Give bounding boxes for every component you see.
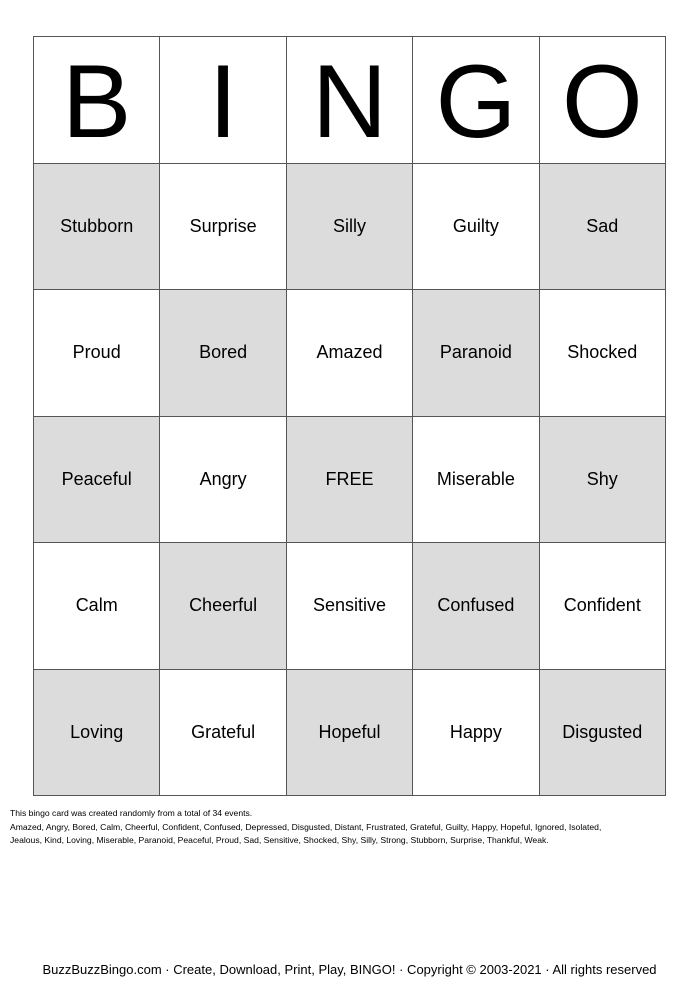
- header-letter-o: O: [540, 37, 666, 164]
- bingo-cell: Angry: [160, 417, 286, 544]
- free-space-cell: FREE: [287, 417, 413, 544]
- bingo-cell: Shy: [540, 417, 666, 544]
- bingo-cell: Proud: [34, 290, 160, 417]
- notes-event-list: Amazed, Angry, Bored, Calm, Cheerful, Confident, Confused, Depressed, Disgusted, Distant, Frustrated, Grateful, Guilty, Happy, Hopeful, Ignored, Isolated,: [10, 821, 602, 832]
- notes-event-list-continued: Jealous, Kind, Loving, Miserable, Paranoid, Peaceful, Proud, Sad, Sensitive, Shocked, Shy, Silly, Strong, Stubborn, Surprise, Thankful, Weak.: [10, 835, 549, 845]
- header-letter-i: I: [160, 37, 286, 164]
- bingo-cell: Silly: [287, 164, 413, 291]
- header-letter-b: B: [34, 37, 160, 164]
- bingo-cell: Calm: [34, 543, 160, 670]
- bingo-cell: Paranoid: [413, 290, 539, 417]
- bingo-cell: Miserable: [413, 417, 539, 544]
- bingo-cell: Disgusted: [540, 670, 666, 797]
- bingo-cell: Stubborn: [34, 164, 160, 291]
- footer-copyright: BuzzBuzzBingo.com · Create, Download, Print, Play, BINGO! · Copyright © 2003-2021 · All rights reserved: [42, 962, 657, 977]
- bingo-cell: Happy: [413, 670, 539, 797]
- bingo-cell: Grateful: [160, 670, 286, 797]
- card-notes: [10, 807, 690, 848]
- bingo-cell: Shocked: [540, 290, 666, 417]
- header-letter-n: N: [287, 37, 413, 164]
- bingo-cell: Confident: [540, 543, 666, 670]
- bingo-cell: Bored: [160, 290, 286, 417]
- bingo-cell: Loving: [34, 670, 160, 797]
- bingo-card: [33, 36, 666, 796]
- bingo-cell: Cheerful: [160, 543, 286, 670]
- bingo-cell: Sensitive: [287, 543, 413, 670]
- bingo-cell: Amazed: [287, 290, 413, 417]
- bingo-cell: Hopeful: [287, 670, 413, 797]
- bingo-cell: Sad: [540, 164, 666, 291]
- notes-summary: This bingo card was created randomly from a total of 34 events.: [10, 808, 253, 818]
- bingo-cell: Guilty: [413, 164, 539, 291]
- bingo-cell: Peaceful: [34, 417, 160, 544]
- header-letter-g: G: [413, 37, 539, 164]
- bingo-cell: Confused: [413, 543, 539, 670]
- bingo-cell: Surprise: [160, 164, 286, 291]
